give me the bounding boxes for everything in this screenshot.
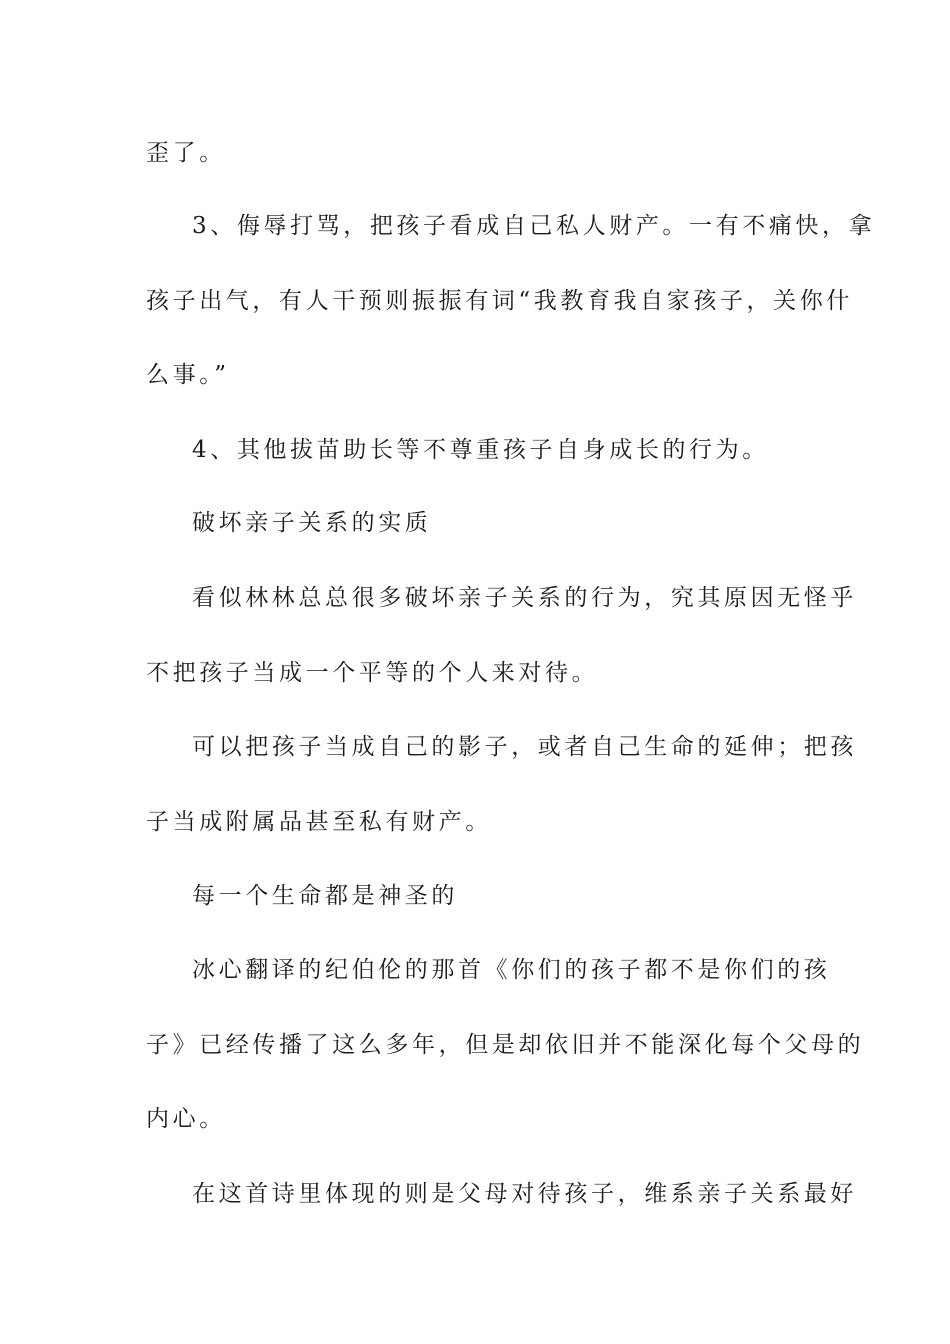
paragraph-line: 冰心翻译的纪伯伦的那首《你们的孩子都不是你们的孩 <box>192 957 831 983</box>
paragraph-line: 孩子出气，有人干预则振振有词“我教育我自家孩子，关你什 <box>146 288 853 314</box>
paragraph-line: 不把孩子当成一个平等的个人来对待。 <box>146 660 599 686</box>
paragraph-line: 可以把孩子当成自己的影子，或者自己生命的延伸；把孩 <box>192 734 857 760</box>
paragraph-line: 内心。 <box>146 1106 226 1132</box>
section-heading: 破坏亲子关系的实质 <box>192 510 432 536</box>
paragraph-line: 看似林林总总很多破坏亲子关系的行为，究其原因无怪乎 <box>192 585 857 611</box>
paragraph-line: 在这首诗里体现的则是父母对待孩子，维系亲子关系最好 <box>192 1181 857 1207</box>
paragraph-line: 么事。” <box>146 362 230 388</box>
paragraph-line: 4、其他拔苗助长等不尊重孩子自身成长的行为。 <box>192 437 769 463</box>
paragraph-line: 子》已经传播了这么多年，但是却依旧并不能深化每个父母的 <box>146 1032 865 1058</box>
paragraph-line: 子当成附属品甚至私有财产。 <box>146 809 492 835</box>
paragraph-line: 3、侮辱打骂，把孩子看成自己私人财产。一有不痛快，拿 <box>192 213 876 239</box>
section-heading: 每一个生命都是神圣的 <box>192 883 458 909</box>
paragraph-line: 歪了。 <box>146 140 226 166</box>
